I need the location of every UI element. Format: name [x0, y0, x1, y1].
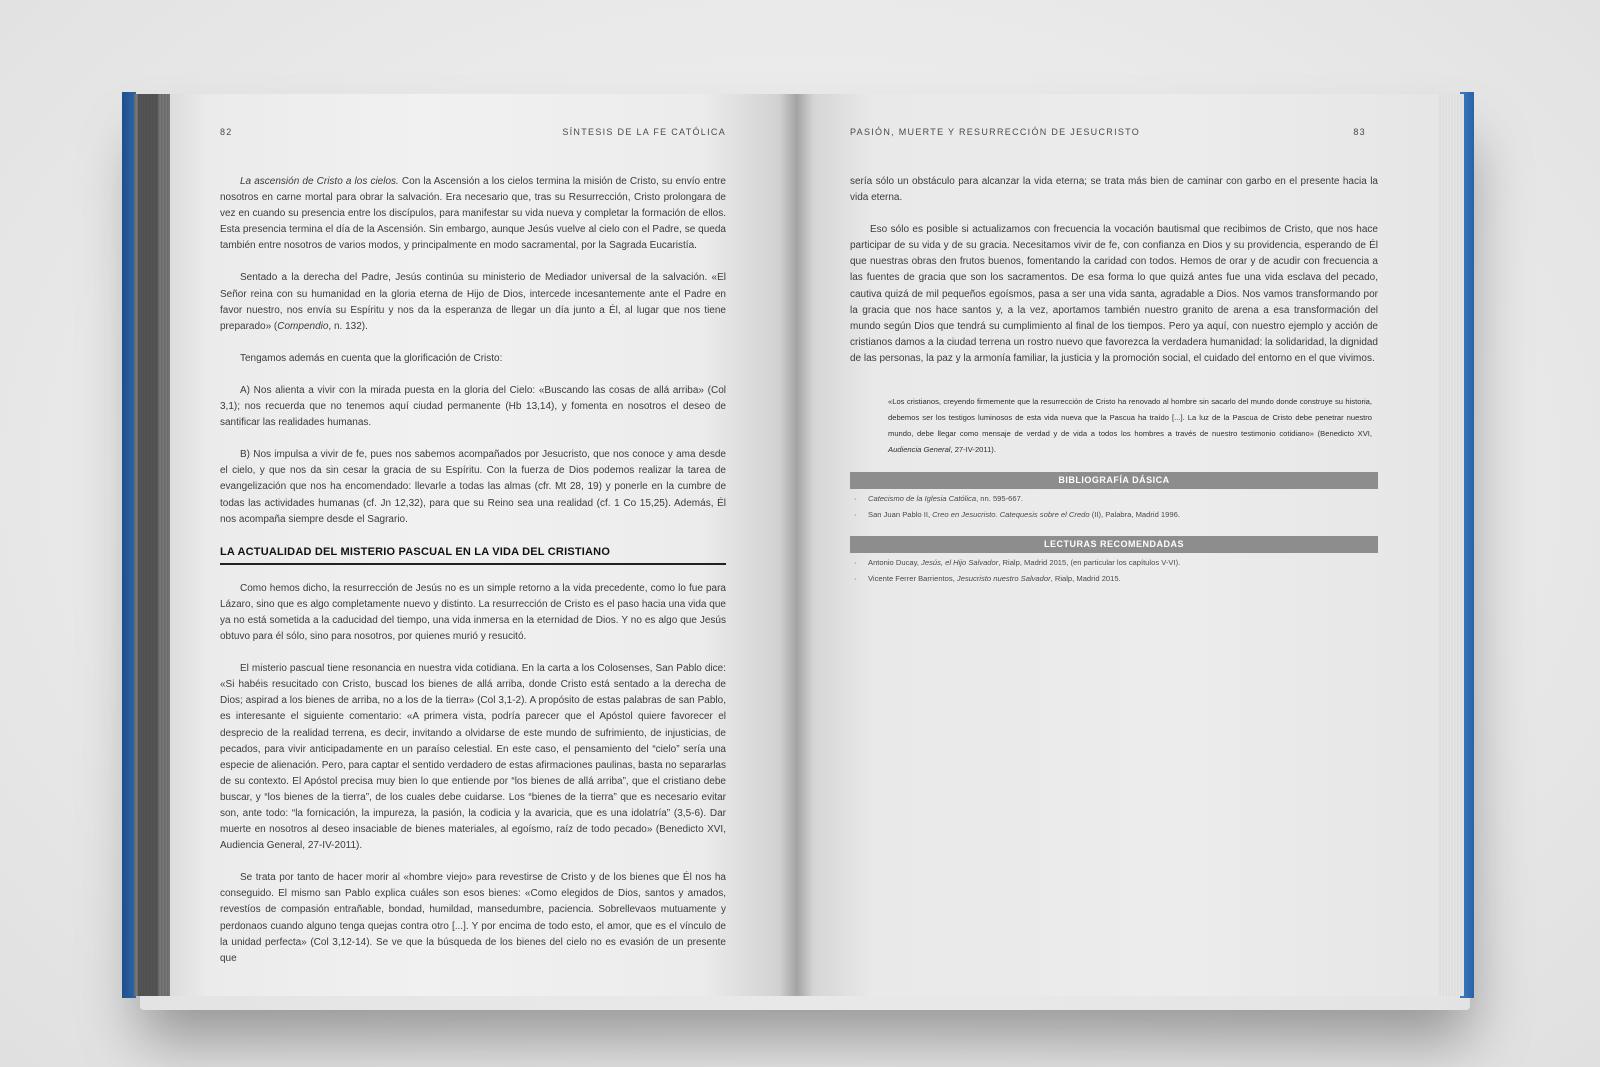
paragraph: Eso sólo es posible si actualizamos con frecuencia la vocación bautismal que recibimos de Cristo, que nos hace participar de su vida y de su gracia. Necesitamos vivir de fe, con confianza en Dios y su providencia, esperando de Él que nuestras obras den frutos buenos, fomentando la caridad con todos. Hemos de orar y de acudir con frecuencia a las fuentes de gracia que son los sacramentos. De esa forma lo que quizá antes fue una vida esclava del pecado, cautiva quizá de mil pequeños egoísmos, pasa a ser una vida santa, agradable a Dios. Nos vamos transformando por la gracia que nos hace santos y, a la vez, aportamos también nuestro granito de arena a esa transformación del mundo según Dios que tendrá su cumplimiento al final de los tiempos. Pero ya aquí, con nuestro ejemplo y acción de cristianos damos a la ciudad terrena un rostro nuevo que favorezca la verdadera humanidad: la solidaridad, la dignidad de las personas, la paz y la armonía familiar, la justicia y la promoción social, el cuidado del entorno en el que vivimos. — [850, 224, 1378, 364]
readings-title: LECTURAS RECOMENDADAS — [850, 536, 1378, 553]
paragraph: Sentado a la derecha del Padre, Jesús continúa su ministerio de Mediador universal de la salvación. «El Señor reina con su humanidad en la gloria eterna de Hijo de Dios, intercede incesantemente ante el Padre en favor nuestro, nos envía su Espíritu y nos da la esperanza de llegar un día junto a Él, al lugar que nos tiene preparado» (Compendio, n. 132). — [220, 272, 726, 332]
page-stack-left — [134, 94, 170, 996]
page-number: 83 — [1353, 127, 1366, 137]
list-item: · Catecismo de la Iglesia Católica, nn. 595-667. — [854, 494, 1023, 503]
right-page — [796, 94, 1438, 996]
book-gutter — [780, 94, 812, 996]
paragraph: Como hemos dicho, la resurrección de Jesús no es un simple retorno a la vida precedente, como lo fue para Lázaro, sino que es algo completamente nuevo y distinto. La resurrección de Cristo es el paso hacia una vida que ya no está sometida a la caducidad del tiempo, una vida inmersa en la eternidad de Dios. Y no es algo que Jesús obtuvo para él sólo, sino para nosotros, por quienes murió y resucitó. — [220, 582, 726, 643]
block-quote: «Los cristianos, creyendo firmemente que la resurrección de Cristo ha renovado al hombre sin sacarlo del mundo donde construye su historia, debemos ser los testigos luminosos de esta vida nueva que la Pascua ha traído [...]. La luz de la Pascua de Cristo debe penetrar nuestro mundo, debe llegar como mensaje de verdad y de vida a todos los hombres a través de nuestro testimonio cotidiano» (Benedicto XVI, Audiencia General, 27-IV-2011). — [888, 397, 1372, 454]
paragraph: A) Nos alienta a vivir con la mirada puesta en la gloria del Cielo: «Buscando las cosas de allá arriba» (Col 3,1); nos recuerda que no tenemos aquí ciudad permanente (Hb 13,14), y fomenta en nosotros el deseo de santificar las realidades humanas. — [220, 384, 726, 429]
section-title: LA ACTUALIDAD DEL MISTERIO PASCUAL EN LA VIDA DEL CRISTIANO — [220, 544, 726, 565]
list-item: · Antonio Ducay, Jesús, el Hijo Salvador, Rialp, Madrid 2015, (en particular los capítulos V-VI). — [854, 558, 1181, 567]
list-item: · San Juan Pablo II, Creo en Jesucristo. Catequesis sobre el Credo (II), Palabra, Madrid 1996. — [854, 510, 1180, 519]
page-stack-right — [1438, 94, 1464, 996]
paragraph: El misterio pascual tiene resonancia en nuestra vida cotidiana. En la carta a los Colosenses, San Pablo dice: «Si habéis resucitado con Cristo, buscad los bienes de allá arriba, donde Cristo está sentado a la derecha de Dios; aspirad a los bienes de arriba, no a los de la tierra» (Col 3,1-2). A propósito de estas palabras de san Pablo, es interesante el siguiente comentario: «A primera vista, podría parecer que el Apóstol quiere favorecer el desprecio de la realidad terrena, es decir, invitando a olvidarse de este mundo de sufrimiento, de injusticias, de pecados, para vivir anticipadamente en un paraíso celestial. En este caso, el pensamiento del “cielo” sería una especie de alienación. Pero, para captar el sentido verdadero de estas afirmaciones paulinas, basta no separarlas de su contexto. El Apóstol precisa muy bien lo que entiende por “los bienes de allá arriba”, que el cristiano debe buscar, y “los bienes de la tierra”, de los cuales debe cuidarse. Los “bienes de la tierra” que es necesario evitar son, ante todo: “la fornicación, la impureza, la pasión, la codicia y la avaricia, que es una idolatría” (3,5-6). Dar muerte en nosotros al deseo insaciable de bienes materiales, al egoísmo, raíz de todo pecado» (Benedicto XVI, Audiencia General, 27-IV-2011). — [220, 663, 726, 852]
right-body — [850, 174, 1378, 383]
left-page — [170, 94, 796, 996]
paragraph: Tengamos además en cuenta que la glorificación de Cristo: — [240, 352, 503, 364]
paragraph: La ascensión de Cristo a los cielos. Con la Ascensión a los cielos termina la misión de Cristo, su envío entre nosotros en carne mortal para obrar la salvación. Era necesario que, tras su Resurrección, Cristo prolongara de vez en cuando su presencia entre los discípulos, para manifestar su vida nueva y completar la formación de ellos. Esta presencia termina el día de la Ascensión. Sin embargo, aunque Jesús vuelve al cielo con el Padre, se queda también entre nosotros de varios modos, y principalmente en modo sacramental, por la Sagrada Eucaristía. — [220, 176, 726, 252]
page-number: 82 — [220, 127, 233, 137]
paragraph: sería sólo un obstáculo para alcanzar la vida eterna; se trata más bien de caminar con garbo en el presente hacia la vida eterna. — [850, 176, 1378, 204]
left-body — [220, 174, 726, 983]
paragraph: Se trata por tanto de hacer morir al «hombre viejo» para revestirse de Cristo y de los bienes que Él nos ha conseguido. El mismo san Pablo explica cuáles son esos bienes: «Como elegidos de Dios, santos y amados, revestíos de compasión entrañable, bondad, humildad, mansedumbre, paciencia. Sobrellevaos mutuamente y perdonaos cuando alguno tenga quejas contra otro [...]. Y por encima de todo esto, el amor, que es el vínculo de la unidad perfecta» (Col 3,12-14). Se ve que la búsqueda de los bienes del cielo no es evasión de un presente que — [220, 872, 726, 964]
bibliography-title: BIBLIOGRAFÍA DÁSICA — [850, 472, 1378, 489]
running-head: SÍNTESIS DE LA FE CATÓLICA — [562, 127, 726, 137]
list-item: · Vicente Ferrer Barrientos, Jesucristo nuestro Salvador, Rialp, Madrid 2015. — [854, 574, 1121, 583]
running-head: PASIÓN, MUERTE Y RESURRECCIÓN DE JESUCRISTO — [850, 127, 1141, 137]
readings-list — [852, 555, 1372, 587]
paragraph: B) Nos impulsa a vivir de fe, pues nos sabemos acompañados por Jesucristo, que nos conoce y ama desde el cielo, y que nos da sin cesar la gracia de su Espíritu. Con la fuerza de Dios podemos realizar la tarea de evangelización que nos ha encomendado: llevarle a todas las almas (cfr. Mt 28, 19) y ponerle en la cumbre de todas las actividades humanas (cf. Jn 12,32), para que su Reino sea una realidad (cf. 1 Co 15,25). Además, Él nos acompaña siempre desde el Sagrario. — [220, 449, 726, 525]
bibliography-list — [852, 491, 1372, 523]
